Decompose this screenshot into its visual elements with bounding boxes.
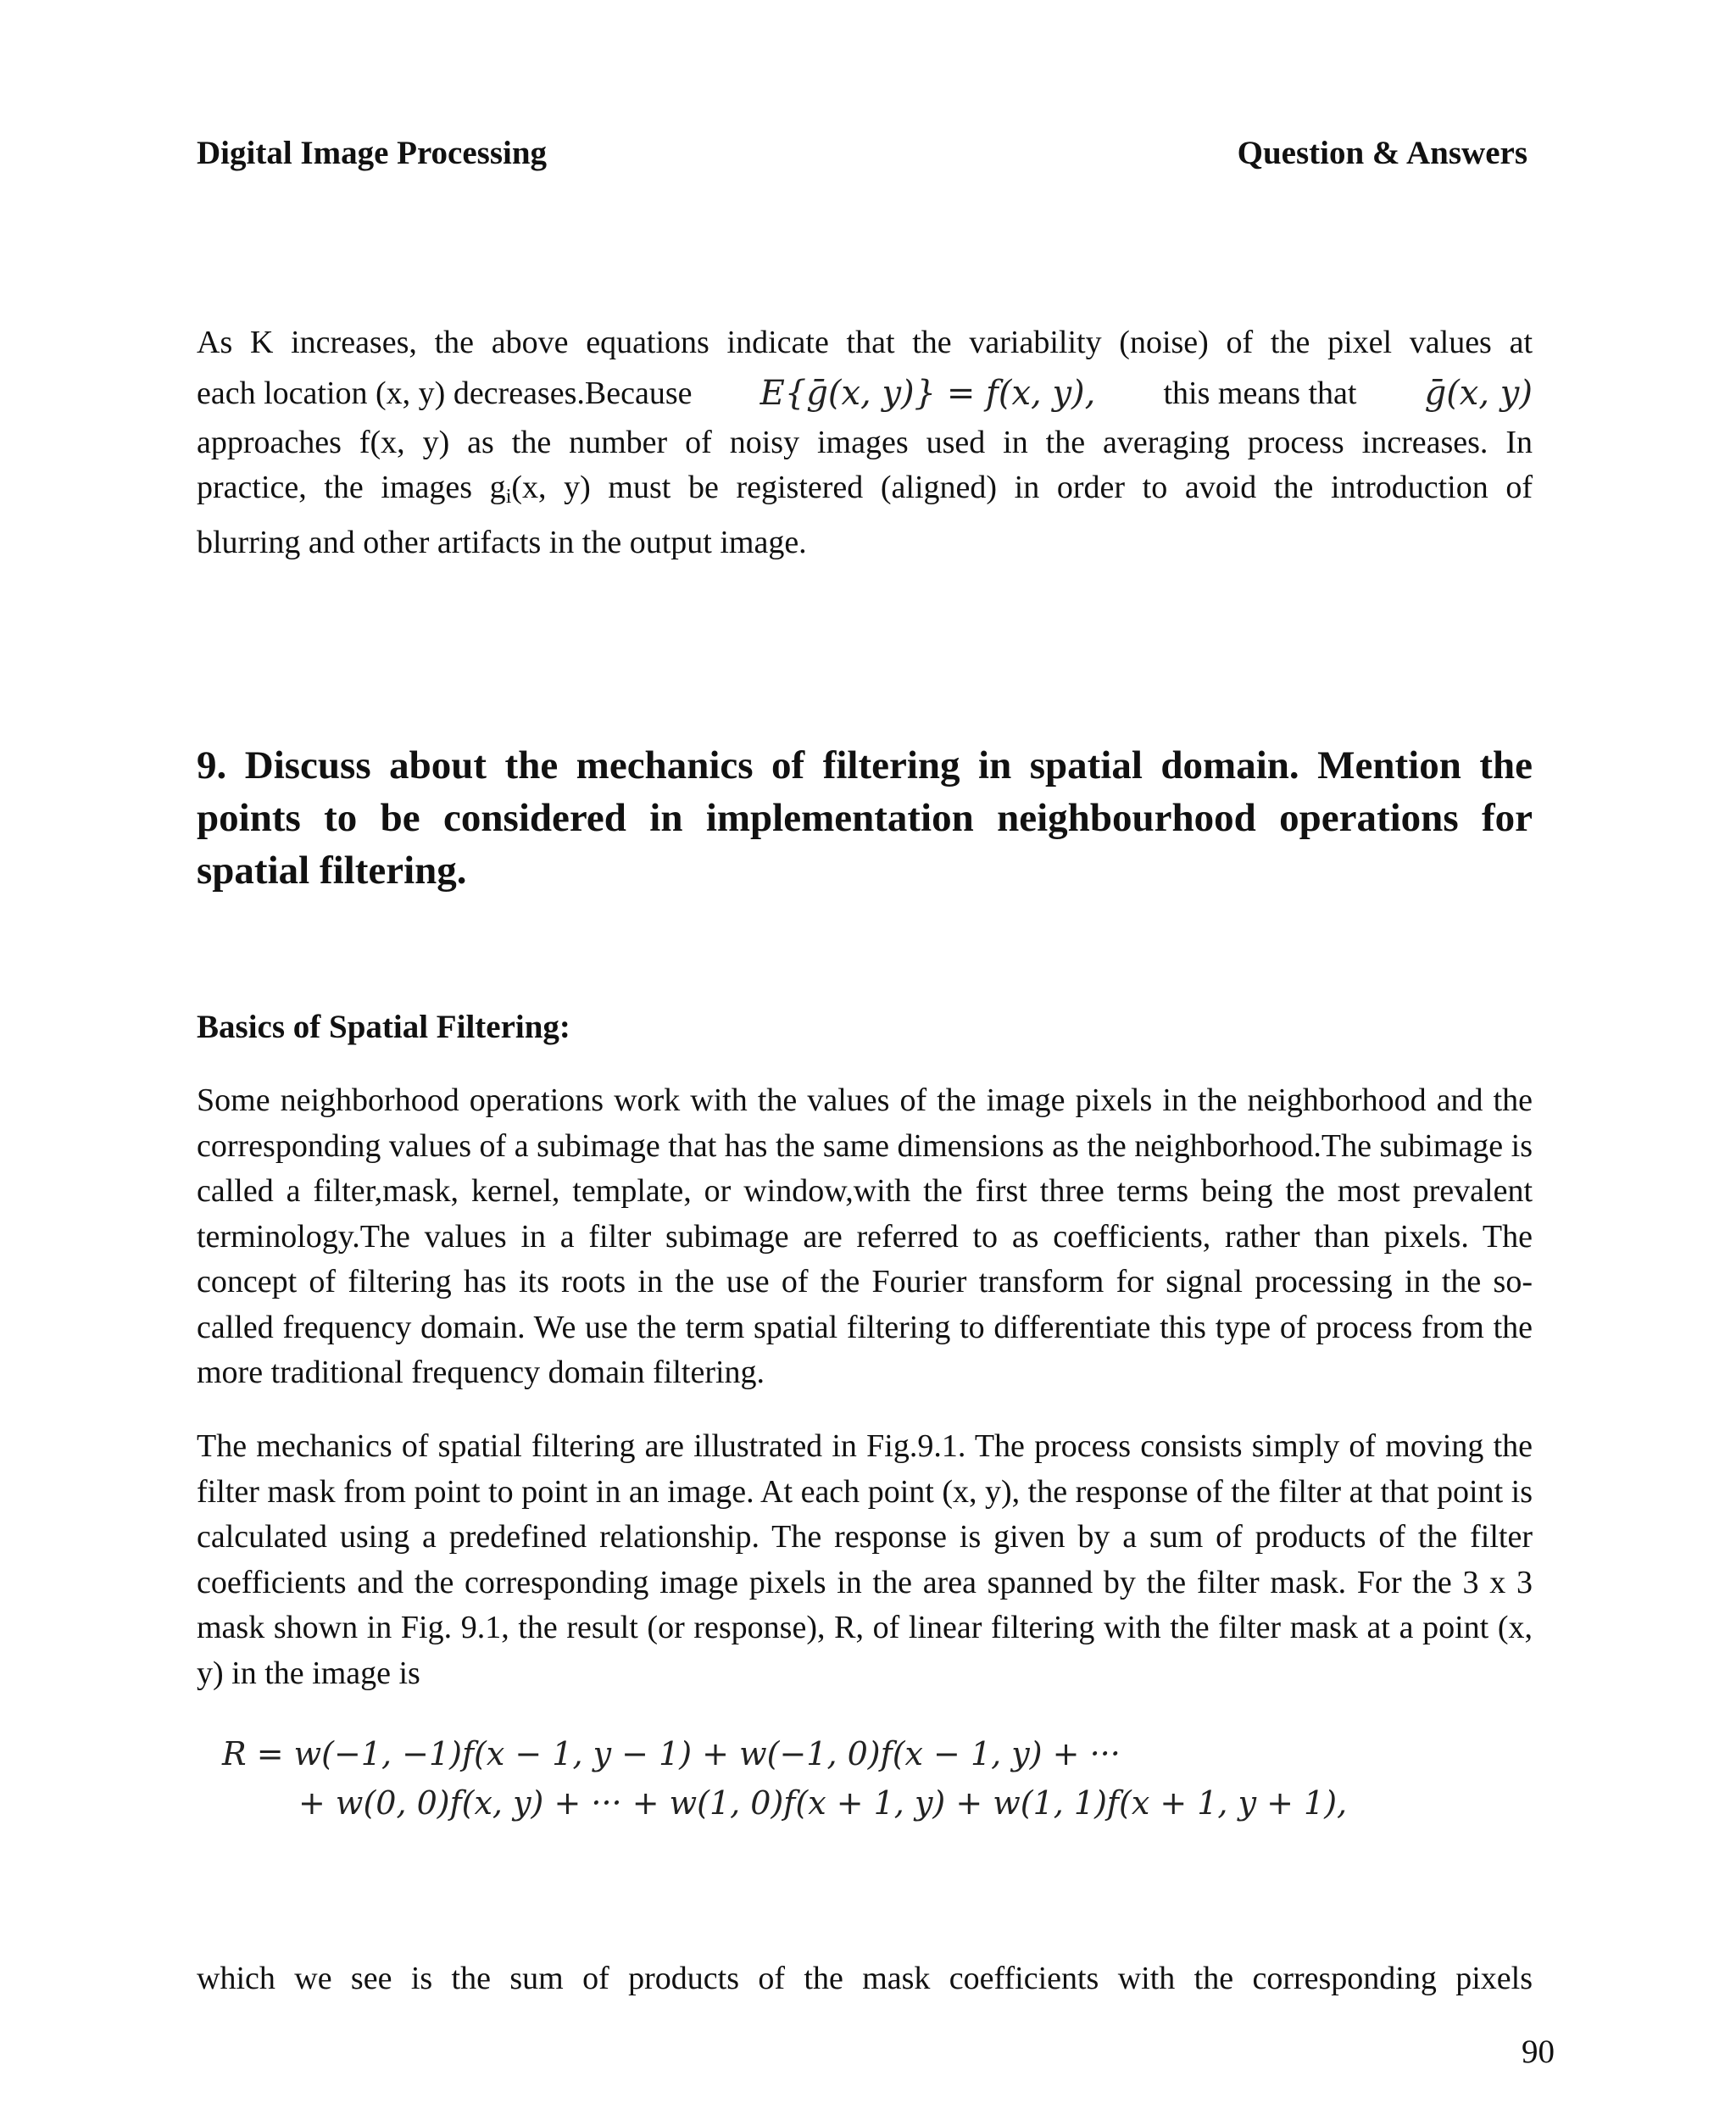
paragraph-line: approaches f(x, y) as the number of noisy images used in the averaging process increases. In [197,424,1533,460]
response-formula [222,1729,1451,1828]
header-title: Digital Image Processing [197,135,548,171]
question-heading: 9. Discuss about the mechanics of filtering in spatial domain. Mention the points to be considered in implementation neighbourhood operations for spatial filtering. [197,743,1533,893]
paragraph-text: this means that [1163,375,1357,411]
formula-line-2: + w(0, 0)f(x, y) + ··· + w(1, 0)f(x + 1, y) + w(1, 1)f(x + 1, y + 1), [298,1784,1348,1822]
paragraph-spatial-filtering-basics: Some neighborhood operations work with the values of the image pixels in the neighborhood and the corresponding values of a subimage that has the same dimensions as the neighborhood.The subimage is called a filter,mask, kernel, template, or window,with the first three terms being the most prevalent terminology.The values in a filter subimage are referred to as coefficients, rather than pixels. The concept of filtering has its roots in the use of the Fourier transform for signal processing in the so-called frequency domain. We use the term spatial filtering to differentiate this type of process from the more traditional frequency domain filtering. [197,1082,1533,1390]
paragraph-text: practice, the images g [197,470,506,505]
paragraph-line [197,465,1533,520]
paragraph-line: As K increases, the above equations indicate that the variability (noise) of the pixel values at [197,325,1533,360]
paragraph-sum-of-products: which we see is the sum of products of the mask coefficients with the corresponding pixels [197,1961,1533,1996]
paragraph-filtering-mechanics: The mechanics of spatial filtering are illustrated in Fig.9.1. The process consists simply of moving the filter mask from point to point in an image. At each point (x, y), the response of the filter at that point is calculated using a predefined relationship. The response is given by a sum of products of the filter coefficients and the corresponding image pixels in the area spanned by the filter mask. For the 3 x 3 mask shown in Fig. 9.1, the result (or response), R, of linear filtering with the filter mask at a point (x, y) in the image is [197,1428,1533,1691]
paragraph-line: blurring and other artifacts in the output image. [197,524,807,560]
mean-image-symbol: ḡ(x, y) [1424,373,1533,413]
header-subtitle: Question & Answers [1237,135,1527,171]
paragraph-text: (x, y) must be registered (aligned) in order to avoid the introduction of [511,470,1533,505]
paragraph-noise-averaging [197,320,1533,565]
expectation-equation: E{ḡ(x, y)} = f(x, y), [760,373,1096,413]
formula-line-1: R = w(−1, −1)f(x − 1, y − 1) + w(−1, 0)f(x − 1, y) + ··· [222,1735,1121,1772]
paragraph-text: each location (x, y) decreases.Because [197,375,693,411]
subscript: i [505,486,512,508]
paragraph-line-with-equation [197,366,1533,420]
page-number: 90 [1522,2034,1555,2070]
section-subheading: Basics of Spatial Filtering: [197,1009,570,1045]
